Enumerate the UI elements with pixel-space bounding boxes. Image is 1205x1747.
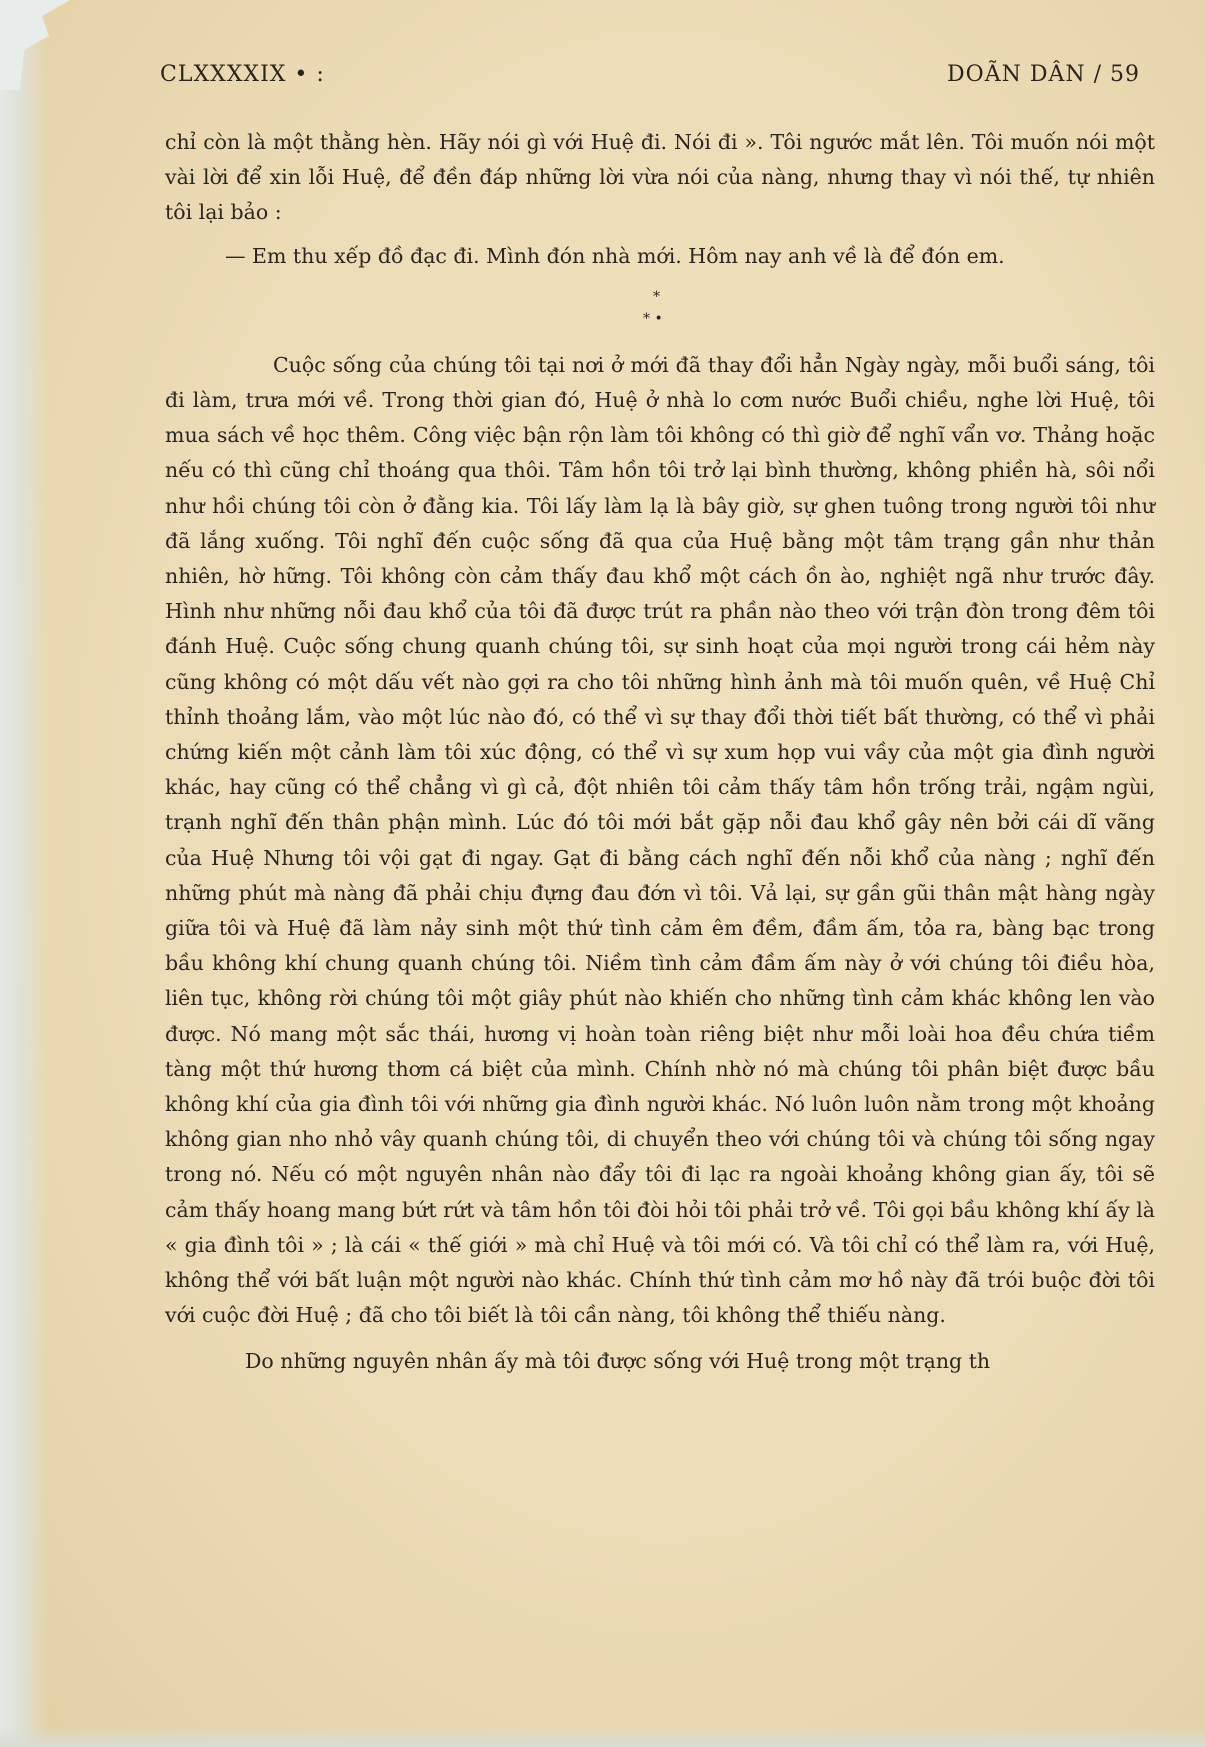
author-page-number: DOÃN DÂN / 59 (947, 62, 1140, 87)
body-text (165, 125, 1155, 1379)
separator-bottom: * • (643, 310, 663, 327)
separator-top: * (653, 288, 660, 305)
page-left-edge (0, 0, 48, 1747)
dialog-line: — Em thu xếp đồ đạc đi. Mình đón nhà mới. Hôm nay anh về là để đón em. (225, 243, 1005, 268)
paragraph-last: Do những nguyên nhân ấy mà tôi được sống với Huệ trong một trạng th (245, 1348, 991, 1373)
paragraph-continued: chỉ còn là một thằng hèn. Hãy nói gì với Huệ đi. Nói đi ». Tôi ngước mắt lên. Tôi muốn nói một vài lời để xin lỗi Huệ, để đền đáp những lời vừa nói của nàng, nhưng thay vì nói thế, tự nhiên tôi lại bảo : (165, 130, 1155, 225)
running-header (160, 62, 1140, 98)
issue-number: CLXXXXIX • : (160, 62, 325, 87)
page-bottom-edge (0, 1725, 1205, 1747)
paragraph-main: Cuộc sống của chúng tôi tại nơi ở mới đã thay đổi hẳn Ngày ngày, mỗi buổi sáng, tôi đi làm, trưa mới về. Trong thời gian đó, Huệ ở nhà lo cơm nước Buổi chiều, nghe lời Huệ, tôi mua sách về học thêm. Công việc bận rộn làm tôi không có thì giờ để nghĩ vẩn vơ. Thảng hoặc nếu có thì cũng chỉ thoáng qua thôi. Tâm hồn tôi trở lại bình thường, không phiền hà, sôi nổi như hồi chúng tôi còn ở đằng kia. Tôi lấy làm lạ là bây giờ, sự ghen tuông trong người tôi như đã lắng xuống. Tôi nghĩ đến cuộc sống đã qua của Huệ bằng một tâm trạng gần như thản nhiên, hờ hững. Tôi không còn cảm thấy đau khổ một cách ồn ào, nghiệt ngã như trước đây. Hình như những nỗi đau khổ của tôi đã được trút ra phần nào theo với trận đòn trong đêm tôi đánh Huệ. Cuộc sống chung quanh chúng tôi, sự sinh hoạt của mọi người trong cái hẻm này cũng không có một dấu vết nào gợi ra cho tôi những hình ảnh mà tôi muốn quên, về Huệ Chỉ thỉnh thoảng lắm, vào một lúc nào đó, có thể vì sự thay đổi thời tiết bất thường, có thể vì phải chứng kiến một cảnh làm tôi xúc động, có thể vì sự xum họp vui vầy của một gia đình người khác, hay cũng có thể chẳng vì gì cả, đột nhiên tôi cảm thấy tâm hồn trống trải, ngậm ngùi, trạnh nghĩ đến thân phận mình. Lúc đó tôi mới bắt gặp nỗi đau khổ gây nên bởi cái dĩ vãng của Huệ Nhưng tôi vội gạt đi ngay. Gạt đi bằng cách nghĩ đến nỗi khổ của nàng ; nghĩ đến những phút mà nàng đã phải chịu đựng đau đớn vì tôi. Vả lại, sự gần gũi thân mật hàng ngày giữa tôi và Huệ đã làm nảy sinh một thứ tình cảm êm đềm, đầm ấm, tỏa ra, bàng bạc trong bầu không khí chung quanh chúng tôi. Niềm tình cảm đầm ấm này ở với chúng tôi điều hòa, liên tục, không rời chúng tôi một giây phút nào khiến cho những tình cảm khác không len vào được. Nó mang một sắc thái, hương vị hoàn toàn riêng biệt như mỗi loài hoa đều chứa tiềm tàng một thứ hương thơm cá biệt của mình. Chính nhờ nó mà chúng tôi phân biệt được bầu không khí của gia đình tôi với những gia đình người khác. Nó luôn luôn nằm trong một khoảng không gian nho nhỏ vây quanh chúng tôi, di chuyển theo với chúng tôi và chúng tôi sống ngay trong nó. Nếu có một nguyên nhân nào đẩy tôi đi lạc ra ngoài khoảng không gian ấy, tôi sẽ cảm thấy hoang mang bứt rứt và tâm hồn tôi đòi hỏi tôi phải trở về. Tôi gọi bầu không khí ấy là « gia đình tôi » ; là cái « thế giới » mà chỉ Huệ và tôi mới có. Và tôi chỉ có thể làm ra, với Huệ, không thể với bất luận một người nào khác. Chính thứ tình cảm mơ hồ này đã trói buộc đời tôi với cuộc đời Huệ ; đã cho tôi biết là tôi cần nàng, tôi không thể thiếu nàng. (165, 352, 1155, 1328)
section-separator (165, 282, 1155, 342)
